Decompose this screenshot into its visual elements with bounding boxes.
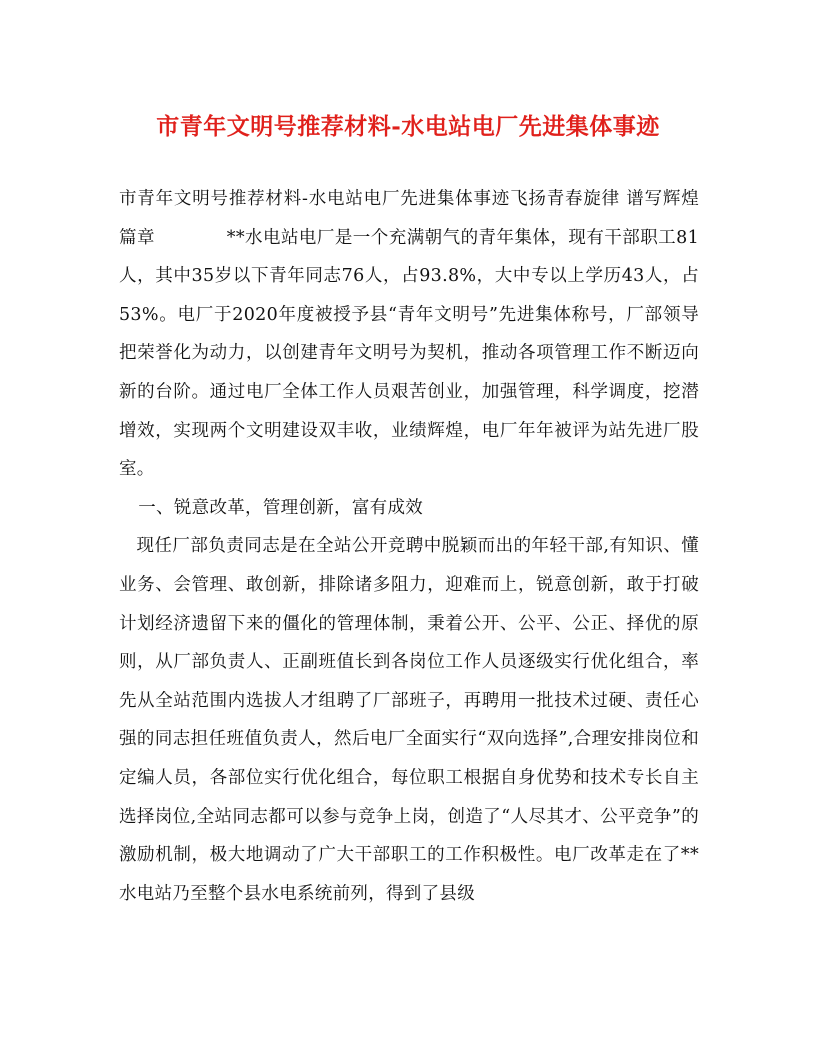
- section-paragraph: 现任厂部负责同志是在全站公开竞聘中脱颖而出的年轻干部,有知识、懂业务、会管理、敢创新，排除诸多阻力，迎难而上，锐意创新，敢于打破计划经济遗留下来的僵化的管理体制，秉着公开、公平、公正、择优的原则，从厂部负责人、正副班值长到各岗位工作人员逐级实行优化组合，率先从全站范围内选拔人才组聘了厂部班子，再聘用一批技术过硬、责任心强的同志担任班值负责人，然后电厂全面实行“双向选择”,合理安排岗位和定编人员，各部位实行优化组合，每位职工根据自身优势和技术专长自主选择岗位,全站同志都可以参与竞争上岗，创造了“人尽其才、公平竞争”的激励机制，极大地调动了广大干部职工的工作积极性。电厂改革走在了**水电站乃至整个县水电系统前列，得到了县级: [119, 536, 699, 904]
- section-heading: 一、锐意改革，管理创新，富有成效: [138, 497, 424, 518]
- document-body: [119, 180, 699, 913]
- document-title: 市青年文明号推荐材料-水电站电厂先进集体事迹: [156, 113, 660, 140]
- intro-paragraph: 市青年文明号推荐材料-水电站电厂先进集体事迹飞扬青春旋律 谱写辉煌篇章 **水电站电厂是一个充满朝气的青年集体，现有干部职工81人，其中35岁以下青年同志76人，占93.8%，大中专以上学历43人，占53%。电厂于2020年度被授予县“青年文明号”先进集体称号，厂部领导把荣誉化为动力，以创建青年文明号为契机，推动各项管理工作不断迈向新的台阶。通过电厂全体工作人员艰苦创业，加强管理，科学调度，挖潜增效，实现两个文明建设双丰收，业绩辉煌，电厂年年被评为站先进厂股室。: [119, 189, 699, 480]
